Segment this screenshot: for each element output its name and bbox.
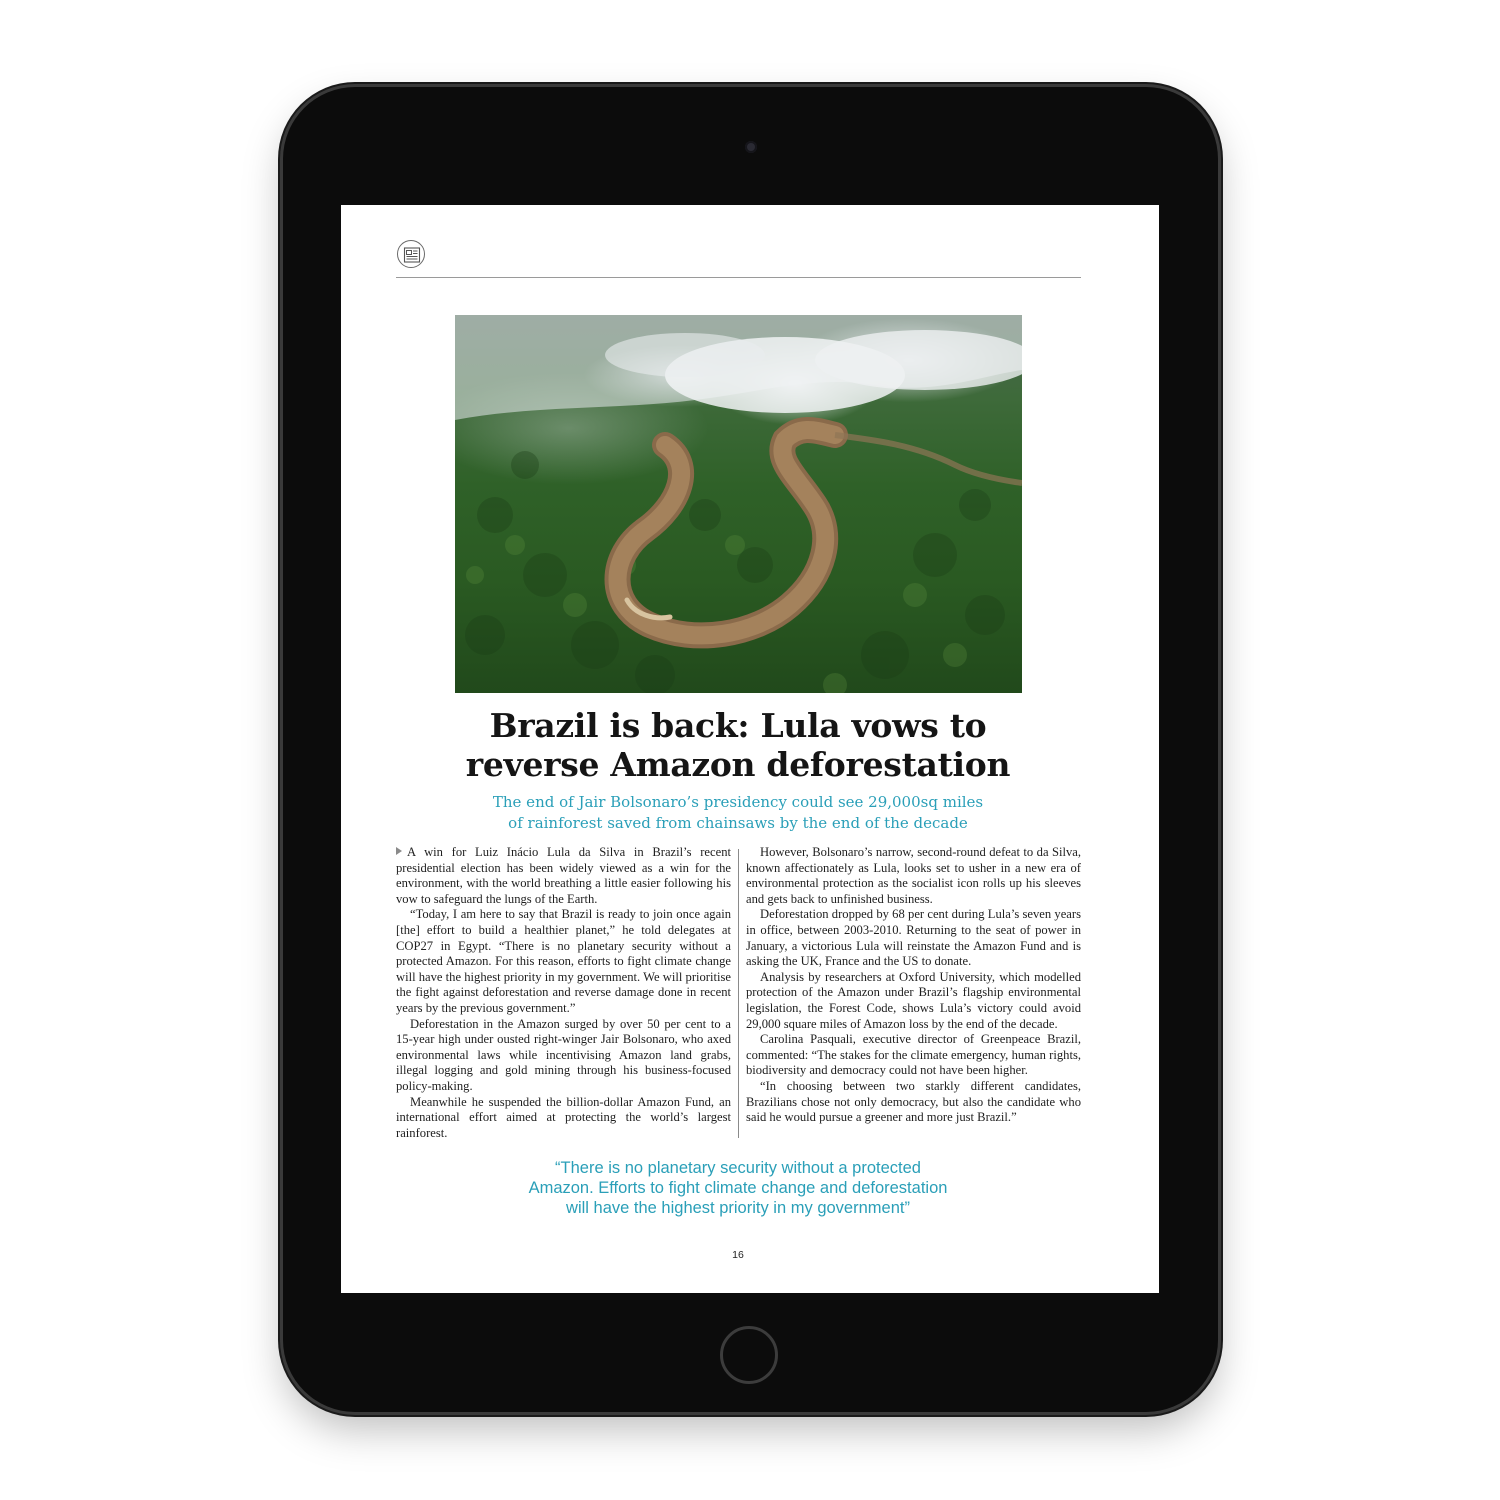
- body-paragraph: However, Bolsonaro’s narrow, second-round defeat to da Silva, known affectionately as Lula, looks set to usher in a new era of environmental protection as the socialist icon rolls up his sleeves and gets back to unfinished business.: [746, 845, 1081, 906]
- body-paragraph: “In choosing between two starkly different candidates, Brazilians chose not only democracy, but also the candidate who said he would pursue a greener and more just Brazil.”: [746, 1078, 1081, 1125]
- column-divider: [738, 849, 739, 1138]
- pull-quote: [470, 1158, 1006, 1218]
- body-paragraph: Deforestation in the Amazon surged by over 50 per cent to a 15-year high under ousted right-winger Jair Bolsonaro, who axed environmental laws while incentivising Amazon land grabs, illegal logging and gold mining through his business-focused policy-making.: [396, 1016, 731, 1093]
- play-arrow-icon: [396, 847, 402, 855]
- body-paragraph: Carolina Pasquali, executive director of Greenpeace Brazil, commented: “The stakes for the climate emergency, human rights, biodiversity and democracy could not have been higher.: [746, 1032, 1081, 1078]
- standfirst-line-2: of rainforest saved from chainsaws by the end of the decade: [508, 814, 968, 832]
- hero-image: [455, 315, 1022, 693]
- body-paragraph: “Today, I am here to say that Brazil is ready to join once again [the] effort to build a healthier planet,” he told delegates at COP27 in Egypt. “There is no planetary security without a protected Amazon. For this reason, efforts to fight climate change will have the highest priority in my government. We will prioritise the fight against deforestation and reverse damage done in recent years by the previous government.”: [396, 907, 731, 1015]
- body-paragraph: Analysis by researchers at Oxford University, which modelled protection of the Amazon under Brazil’s flagship environmental legislation, the Forest Code, shows Lula’s victory could avoid 29,000 square miles of Amazon loss by the end of the decade.: [746, 969, 1081, 1031]
- body-paragraph: Meanwhile he suspended the billion-dollar Amazon Fund, an international effort aimed at protecting the world’s largest rainforest.: [396, 1094, 731, 1140]
- headline-line-1: Brazil is back: Lula vows to: [489, 706, 987, 745]
- article-headline: [400, 706, 1076, 784]
- body-paragraph: A win for Luiz Inácio Lula da Silva in Brazil’s recent presidential election has been widely viewed as a win for the environment, with the world breathing a little easier following his vow to safeguard the lungs of the Earth.: [396, 845, 731, 906]
- body-paragraph: Deforestation dropped by 68 per cent during Lula’s seven years in office, between 2003-2010. Returning to the seat of power in January, a victorious Lula will reinstate the Amazon Fund and is asking the UK, France and the US to donate.: [746, 907, 1081, 969]
- article-standfirst: [420, 792, 1056, 834]
- pull-quote-line-1: “There is no planetary security without a protected: [555, 1159, 921, 1177]
- header-divider: [396, 277, 1081, 278]
- home-button[interactable]: [720, 1326, 778, 1384]
- pull-quote-line-2: Amazon. Efforts to fight climate change and deforestation: [528, 1179, 948, 1197]
- tablet-screen: [341, 205, 1159, 1293]
- page-number: 16: [732, 1249, 744, 1261]
- pull-quote-line-3: will have the highest priority in my government”: [566, 1199, 910, 1217]
- front-camera: [745, 141, 757, 153]
- standfirst-line-1: The end of Jair Bolsonaro’s presidency could see 29,000sq miles: [492, 793, 984, 811]
- headline-line-2: reverse Amazon deforestation: [465, 745, 1011, 784]
- body-column-right: [746, 845, 1081, 1126]
- newspaper-icon[interactable]: [397, 240, 425, 268]
- body-column-left: [396, 845, 731, 1141]
